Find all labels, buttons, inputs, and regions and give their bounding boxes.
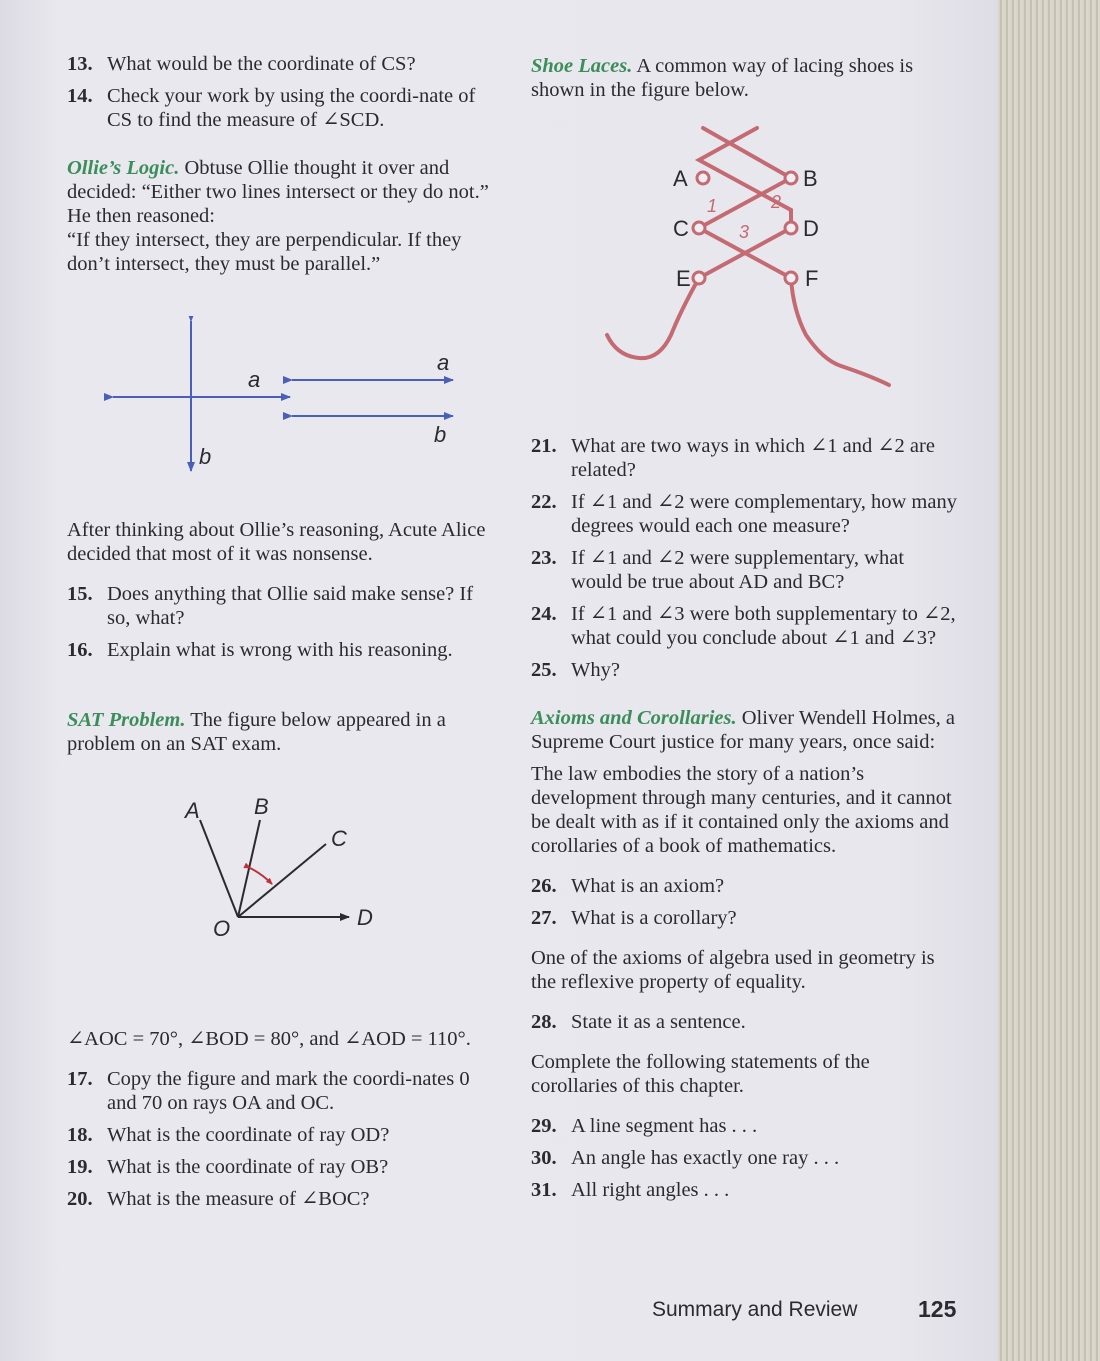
question-text: What would be the coordinate of CS? — [107, 53, 416, 75]
eyelet-e — [693, 272, 705, 284]
question-13 — [67, 52, 495, 76]
sat-given: ∠AOC = 70°, ∠BOD = 80°, and ∠AOD = 110°. — [67, 1028, 471, 1050]
ollie-quote: “If they intersect, they are perpendicular. If they don’t intersect, they must be parallel.” — [67, 229, 462, 275]
axioms-intro-paragraph — [531, 706, 959, 754]
reflexive-paragraph: One of the axioms of algebra used in geometry is the reflexive property of equality. — [531, 947, 935, 993]
question-18 — [67, 1123, 495, 1147]
question-27 — [531, 906, 959, 930]
ollie-intro-text: Obtuse Ollie thought it over and decided: “Either two lines intersect or they do not.” He then reasoned: — [67, 157, 489, 227]
shoe-intro-paragraph — [531, 54, 959, 102]
question-15 — [67, 582, 495, 630]
question-20 — [67, 1187, 495, 1211]
question-30 — [531, 1146, 959, 1170]
question-text: What is the coordinate of ray OB? — [107, 1156, 389, 1178]
question-22 — [531, 490, 959, 538]
question-text: Does anything that Ollie said make sense? If so, what? — [107, 583, 474, 629]
angle-boc-arc — [250, 868, 272, 884]
question-text: State it as a sentence. — [571, 1011, 746, 1033]
question-text: Copy the figure and mark the coordi-nates 0 and 70 on rays OA and OC. — [107, 1068, 470, 1114]
question-text: What is the coordinate of ray OD? — [107, 1124, 390, 1146]
lace-segment — [607, 228, 791, 358]
question-number: 29. — [531, 1115, 557, 1137]
question-number: 26. — [531, 875, 557, 897]
label-e: E — [676, 266, 691, 291]
question-number: 25. — [531, 659, 557, 681]
eyelet-d — [785, 222, 797, 234]
question-number: 27. — [531, 907, 557, 929]
question-21 — [531, 434, 959, 482]
lace — [607, 128, 889, 385]
label-c: C — [673, 216, 689, 241]
label-a-intersecting: a — [248, 367, 261, 392]
question-25 — [531, 658, 959, 682]
shoe-heading: Shoe Laces. — [531, 55, 633, 77]
label-b: B — [803, 166, 818, 191]
axioms-heading: Axioms and Corollaries. — [531, 707, 737, 729]
shoe-intro-text: A common way of lacing shoes is shown in the figure below. — [531, 55, 914, 101]
page-number: 125 — [918, 1296, 957, 1322]
sat-intro-text: The figure below appeared in a problem on an SAT exam. — [67, 709, 446, 755]
label-d: D — [357, 905, 373, 930]
question-text: What are two ways in which ∠1 and ∠2 are related? — [571, 435, 935, 481]
label-d: D — [803, 216, 819, 241]
question-number: 16. — [67, 639, 93, 661]
question-14 — [67, 84, 495, 132]
question-text: Why? — [571, 659, 620, 681]
label-a: A — [673, 166, 688, 191]
question-23 — [531, 546, 959, 594]
question-number: 20. — [67, 1188, 93, 1210]
question-19 — [67, 1155, 495, 1179]
question-text: What is an axiom? — [571, 875, 725, 897]
question-number: 31. — [531, 1179, 557, 1201]
section-title: Summary and Review — [652, 1298, 858, 1321]
question-text: A line segment has . . . — [571, 1115, 758, 1137]
question-text: If ∠1 and ∠3 were both supplementary to ∠2, what could you conclude about ∠1 and ∠3? — [571, 603, 956, 649]
question-number: 30. — [531, 1147, 557, 1169]
label-o: O — [213, 916, 231, 941]
axioms-intro-text: Oliver Wendell Holmes, a Supreme Court justice for many years, once said: — [531, 707, 955, 753]
label-a-parallel: a — [437, 350, 450, 375]
eyelet-b — [785, 172, 797, 184]
question-number: 28. — [531, 1011, 557, 1033]
angle-1-label: 1 — [707, 196, 718, 216]
question-text: If ∠1 and ∠2 were complementary, how many degrees would each one measure? — [571, 491, 957, 537]
ollie-intro-paragraph — [67, 156, 495, 228]
angle-figure — [67, 796, 495, 1011]
right-column — [531, 54, 959, 1210]
question-number: 23. — [531, 547, 557, 569]
question-number: 22. — [531, 491, 557, 513]
question-number: 24. — [531, 603, 557, 625]
sat-intro-paragraph — [67, 708, 495, 756]
eyelet-c — [693, 222, 705, 234]
left-column — [67, 52, 495, 1219]
label-a: A — [185, 798, 200, 823]
question-number: 13. — [67, 53, 93, 75]
question-16 — [67, 638, 495, 662]
question-number: 18. — [67, 1124, 93, 1146]
question-17 — [67, 1067, 495, 1115]
sat-heading: SAT Problem. — [67, 709, 186, 731]
question-24 — [531, 602, 959, 650]
question-26 — [531, 874, 959, 898]
lines-figure — [67, 316, 495, 506]
label-c: C — [331, 826, 347, 851]
question-28 — [531, 1010, 959, 1034]
question-29 — [531, 1114, 959, 1138]
book-binding — [998, 0, 1100, 1361]
question-number: 19. — [67, 1156, 93, 1178]
question-text: If ∠1 and ∠2 were supplementary, what would be true about AD and BC? — [571, 547, 905, 593]
question-31 — [531, 1178, 959, 1202]
label-b-parallel: b — [434, 422, 447, 447]
ollie-heading: Ollie’s Logic. — [67, 157, 180, 179]
angle-2-label: 2 — [771, 192, 782, 212]
lace-segment — [699, 228, 889, 385]
page-footer — [652, 1296, 957, 1322]
question-text: What is a corollary? — [571, 907, 737, 929]
question-number: 21. — [531, 435, 557, 457]
label-b: B — [254, 796, 269, 819]
question-text: Check your work by using the coordi-nate of CS to find the measure of ∠SCD. — [107, 85, 476, 131]
alice-paragraph: After thinking about Ollie’s reasoning, Acute Alice decided that most of it was nonsense. — [67, 519, 486, 565]
question-text: All right angles . . . — [571, 1179, 730, 1201]
shoelace-figure — [531, 110, 959, 400]
label-f: F — [805, 266, 819, 291]
eyelet-a — [697, 172, 709, 184]
eyelet-f — [785, 272, 797, 284]
question-number: 14. — [67, 85, 93, 107]
angle-3-label: 3 — [739, 222, 750, 242]
label-b-intersecting: b — [199, 444, 212, 469]
question-number: 15. — [67, 583, 93, 605]
question-text: What is the measure of ∠BOC? — [107, 1188, 370, 1210]
question-number: 17. — [67, 1068, 93, 1090]
complete-paragraph: Complete the following statements of the corollaries of this chapter. — [531, 1051, 870, 1097]
question-text: An angle has exactly one ray . . . — [571, 1147, 840, 1169]
question-text: Explain what is wrong with his reasoning. — [107, 639, 453, 661]
holmes-quote: The law embodies the story of a nation’s development through many centuries, and it cannot be dealt with as if it contained only the axioms and corollaries of a book of mathematics. — [531, 763, 952, 857]
ray-oa — [200, 820, 238, 917]
